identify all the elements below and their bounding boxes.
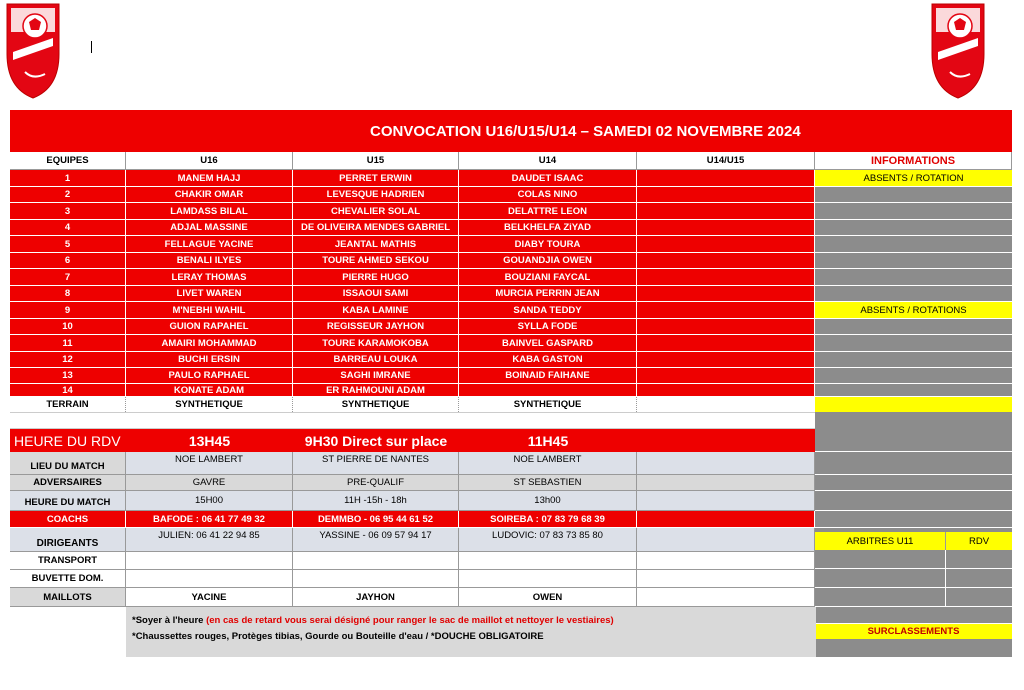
lieu-info [815, 452, 1012, 475]
player-cell-n: 13 [10, 368, 126, 384]
arbitres-cell-1b [946, 550, 1012, 569]
arbitres-cell-2b [946, 569, 1012, 588]
player-cell-n: 8 [10, 286, 126, 302]
player-cell-u14: BELKHELFA ZiYAD [459, 220, 637, 236]
player-cell-x [637, 203, 815, 220]
player-cell-u15: CHEVALIER SOLAL [293, 203, 459, 220]
info-cell [815, 269, 1012, 286]
player-cell-n: 7 [10, 269, 126, 286]
player-cell-u16: BENALI ILYES [126, 253, 293, 269]
player-cell-u16: KONATE ADAM [126, 384, 293, 397]
surclassements-header: SURCLASSEMENTS [815, 624, 1012, 639]
transport-u14-u15 [637, 552, 815, 570]
terrain-info [815, 397, 1012, 412]
page-title [10, 110, 1012, 152]
dirigeants-label: DIRIGEANTS [10, 528, 126, 552]
club-logo-right [928, 2, 988, 100]
heure-rdv-u15: 9H30 Direct sur place [293, 429, 459, 452]
player-cell-u15: TOURE AHMED SEKOU [293, 253, 459, 269]
player-cell-x [637, 187, 815, 203]
player-cell-u14: DAUDET ISAAC [459, 170, 637, 187]
arbitres-cell-1a [815, 550, 946, 569]
info-cell [815, 368, 1012, 384]
player-cell-u16: MANEM HAJJ [126, 170, 293, 187]
lieu-u14-u15 [637, 452, 815, 475]
player-cell-x [637, 335, 815, 352]
player-cell-u16: LERAY THOMAS [126, 269, 293, 286]
lieu-u15: ST PIERRE DE NANTES [293, 452, 459, 475]
maillots-label: MAILLOTS [10, 588, 126, 607]
heure-match-u14-u15 [637, 491, 815, 511]
player-cell-u15: REGISSEUR JAYHON [293, 319, 459, 335]
notes-spacer [10, 607, 126, 657]
info-cell [815, 253, 1012, 269]
buvette-u14 [459, 570, 637, 588]
player-cell-x [637, 368, 815, 384]
adversaires-info [815, 475, 1012, 491]
surclassements-top [815, 607, 1012, 624]
player-cell-u16: LAMDASS BILAL [126, 203, 293, 220]
transport-u16 [126, 552, 293, 570]
player-cell-u14: DELATTRE LEON [459, 203, 637, 220]
player-cell-u16: ADJAL MASSINE [126, 220, 293, 236]
player-cell-u14: SYLLA FODE [459, 319, 637, 335]
player-cell-u16: LIVET WAREN [126, 286, 293, 302]
header-informations: INFORMATIONS [815, 152, 1012, 170]
maillots-u14: OWEN [459, 588, 637, 607]
player-cell-x [637, 170, 815, 187]
player-cell-u15: PERRET ERWIN [293, 170, 459, 187]
adversaires-u14-u15 [637, 475, 815, 491]
heure-match-info [815, 491, 1012, 511]
player-cell-u16: M'NEBHI WAHIL [126, 302, 293, 319]
club-logo-left [3, 2, 63, 100]
player-cell-u15: LEVESQUE HADRIEN [293, 187, 459, 203]
heure-rdv-u14-u15 [637, 429, 815, 452]
adversaires-u16: GAVRE [126, 475, 293, 491]
terrain-label: TERRAIN [10, 397, 126, 412]
info-cell [815, 203, 1012, 220]
info-cell [815, 286, 1012, 302]
player-cell-x [637, 236, 815, 253]
heure-match-u16: 15H00 [126, 491, 293, 511]
coachs-label: COACHS [10, 511, 126, 528]
info-cell [815, 236, 1012, 253]
player-cell-u15: ISSAOUI SAMI [293, 286, 459, 302]
heure-rdv-label: HEURE DU RDV [10, 429, 126, 452]
terrain-u14: SYNTHETIQUE [459, 397, 637, 412]
player-cell-u16: GUION RAPAHEL [126, 319, 293, 335]
buvette-u15 [293, 570, 459, 588]
player-cell-x [637, 384, 815, 397]
player-cell-n: 14 [10, 384, 126, 397]
player-cell-n: 2 [10, 187, 126, 203]
player-cell-u16: CHAKIR OMAR [126, 187, 293, 203]
terrain-u15: SYNTHETIQUE [293, 397, 459, 412]
coachs-u16: BAFODE : 06 41 77 49 32 [126, 511, 293, 528]
player-cell-u14: SANDA TEDDY [459, 302, 637, 319]
lieu-label: LIEU DU MATCH [10, 452, 126, 475]
player-cell-u15: BARREAU LOUKA [293, 352, 459, 368]
header-u16: U16 [126, 152, 293, 170]
player-cell-u14 [459, 384, 637, 397]
arbitres-rdv: RDV [946, 532, 1012, 550]
player-cell-n: 9 [10, 302, 126, 319]
maillots-u15: JAYHON [293, 588, 459, 607]
absents-rotation-2: ABSENTS / ROTATIONS [815, 302, 1012, 319]
adversaires-label: ADVERSAIRES [10, 475, 126, 491]
adversaires-u14: ST SEBASTIEN [459, 475, 637, 491]
arbitres-cell-3a [815, 588, 946, 607]
player-cell-u14: DIABY TOURA [459, 236, 637, 253]
player-cell-u16: PAULO RAPHAEL [126, 368, 293, 384]
notes-box [126, 607, 816, 657]
arbitres-u11: ARBITRES U11 [815, 532, 946, 550]
note-line-2: *Chaussettes rouges, Protèges tibias, Gourde ou Bouteille d'eau / *DOUCHE OBLIGATOIRE [132, 631, 544, 642]
coachs-u14: SOIREBA : 07 83 79 68 39 [459, 511, 637, 528]
arbitres-cell-3b [946, 588, 1012, 607]
player-cell-u14: BAINVEL GASPARD [459, 335, 637, 352]
arbitres-cell-2a [815, 569, 946, 588]
transport-u15 [293, 552, 459, 570]
player-cell-u14: BOUZIANI FAYCAL [459, 269, 637, 286]
player-cell-u15: JEANTAL MATHIS [293, 236, 459, 253]
surclassements-body [815, 639, 1012, 657]
header-equipes: EQUIPES [10, 152, 126, 170]
info-cell [815, 352, 1012, 368]
adversaires-u15: PRE-QUALIF [293, 475, 459, 491]
player-cell-n: 6 [10, 253, 126, 269]
player-cell-n: 10 [10, 319, 126, 335]
player-cell-n: 4 [10, 220, 126, 236]
player-cell-u16: BUCHI ERSIN [126, 352, 293, 368]
info-cell [815, 319, 1012, 335]
heure-rdv-u14: 11H45 [459, 429, 637, 452]
info-cell [815, 187, 1012, 203]
player-cell-u15: ER RAHMOUNI ADAM [293, 384, 459, 397]
player-cell-u14: KABA GASTON [459, 352, 637, 368]
dirigeants-u15: YASSINE - 06 09 57 94 17 [293, 528, 459, 552]
transport-u14 [459, 552, 637, 570]
absents-rotation-1: ABSENTS / ROTATION [815, 170, 1012, 187]
player-cell-u15: SAGHI IMRANE [293, 368, 459, 384]
info-cell [815, 335, 1012, 352]
header-u15: U15 [293, 152, 459, 170]
player-cell-u14: GOUANDJIA OWEN [459, 253, 637, 269]
coachs-u14-u15 [637, 511, 815, 528]
blank-row-info [815, 412, 1012, 429]
player-cell-x [637, 253, 815, 269]
player-cell-u16: FELLAGUE YACINE [126, 236, 293, 253]
transport-label: TRANSPORT [10, 552, 126, 570]
player-cell-n: 5 [10, 236, 126, 253]
info-cell [815, 384, 1012, 397]
blank-row [10, 412, 815, 429]
player-cell-x [637, 269, 815, 286]
player-cell-u15: PIERRE HUGO [293, 269, 459, 286]
maillots-u14-u15 [637, 588, 815, 607]
dirigeants-u14-u15 [637, 528, 815, 552]
terrain-u16: SYNTHETIQUE [126, 397, 293, 412]
note-line-1-a: *Soyer à l'heure [132, 615, 204, 626]
player-cell-x [637, 352, 815, 368]
player-cell-u15: TOURE KARAMOKOBA [293, 335, 459, 352]
buvette-u14-u15 [637, 570, 815, 588]
header-u14-u15: U14/U15 [637, 152, 815, 170]
player-cell-n: 12 [10, 352, 126, 368]
player-cell-n: 3 [10, 203, 126, 220]
heure-rdv-u16: 13H45 [126, 429, 293, 452]
header-u14: U14 [459, 152, 637, 170]
player-cell-x [637, 302, 815, 319]
player-cell-x [637, 220, 815, 236]
lieu-u14: NOE LAMBERT [459, 452, 637, 475]
player-cell-x [637, 286, 815, 302]
maillots-u16: YACINE [126, 588, 293, 607]
player-cell-u14: BOINAID FAIHANE [459, 368, 637, 384]
player-cell-u14: MURCIA PERRIN JEAN [459, 286, 637, 302]
player-cell-u16: AMAIRI MOHAMMAD [126, 335, 293, 352]
buvette-u16 [126, 570, 293, 588]
text-cursor [91, 41, 92, 53]
dirigeants-u16: JULIEN: 06 41 22 94 85 [126, 528, 293, 552]
heure-match-u14: 13h00 [459, 491, 637, 511]
note-line-1 [132, 613, 810, 629]
player-cell-u15: DE OLIVEIRA MENDES GABRIEL [293, 220, 459, 236]
note-line-1-b: (en cas de retard vous serai désigné pour ranger le sac de maillot et nettoyer le vestiaires) [203, 615, 614, 626]
player-cell-u14: COLAS NINO [459, 187, 637, 203]
player-cell-n: 11 [10, 335, 126, 352]
lieu-u16: NOE LAMBERT [126, 452, 293, 475]
heure-rdv-info [815, 429, 1012, 452]
player-cell-x [637, 319, 815, 335]
heure-match-label: HEURE DU MATCH [10, 491, 126, 511]
dirigeants-u14: LUDOVIC: 07 83 73 85 80 [459, 528, 637, 552]
player-cell-u15: KABA LAMINE [293, 302, 459, 319]
buvette-label: BUVETTE DOM. [10, 570, 126, 588]
coachs-info [815, 511, 1012, 528]
title-text: CONVOCATION U16/U15/U14 – SAMEDI 02 NOVEMBRE 2024 [370, 122, 801, 140]
info-cell [815, 220, 1012, 236]
terrain-u14-u15 [637, 397, 815, 412]
player-cell-n: 1 [10, 170, 126, 187]
coachs-u15: DEMMBO - 06 95 44 61 52 [293, 511, 459, 528]
heure-match-u15: 11H -15h - 18h [293, 491, 459, 511]
